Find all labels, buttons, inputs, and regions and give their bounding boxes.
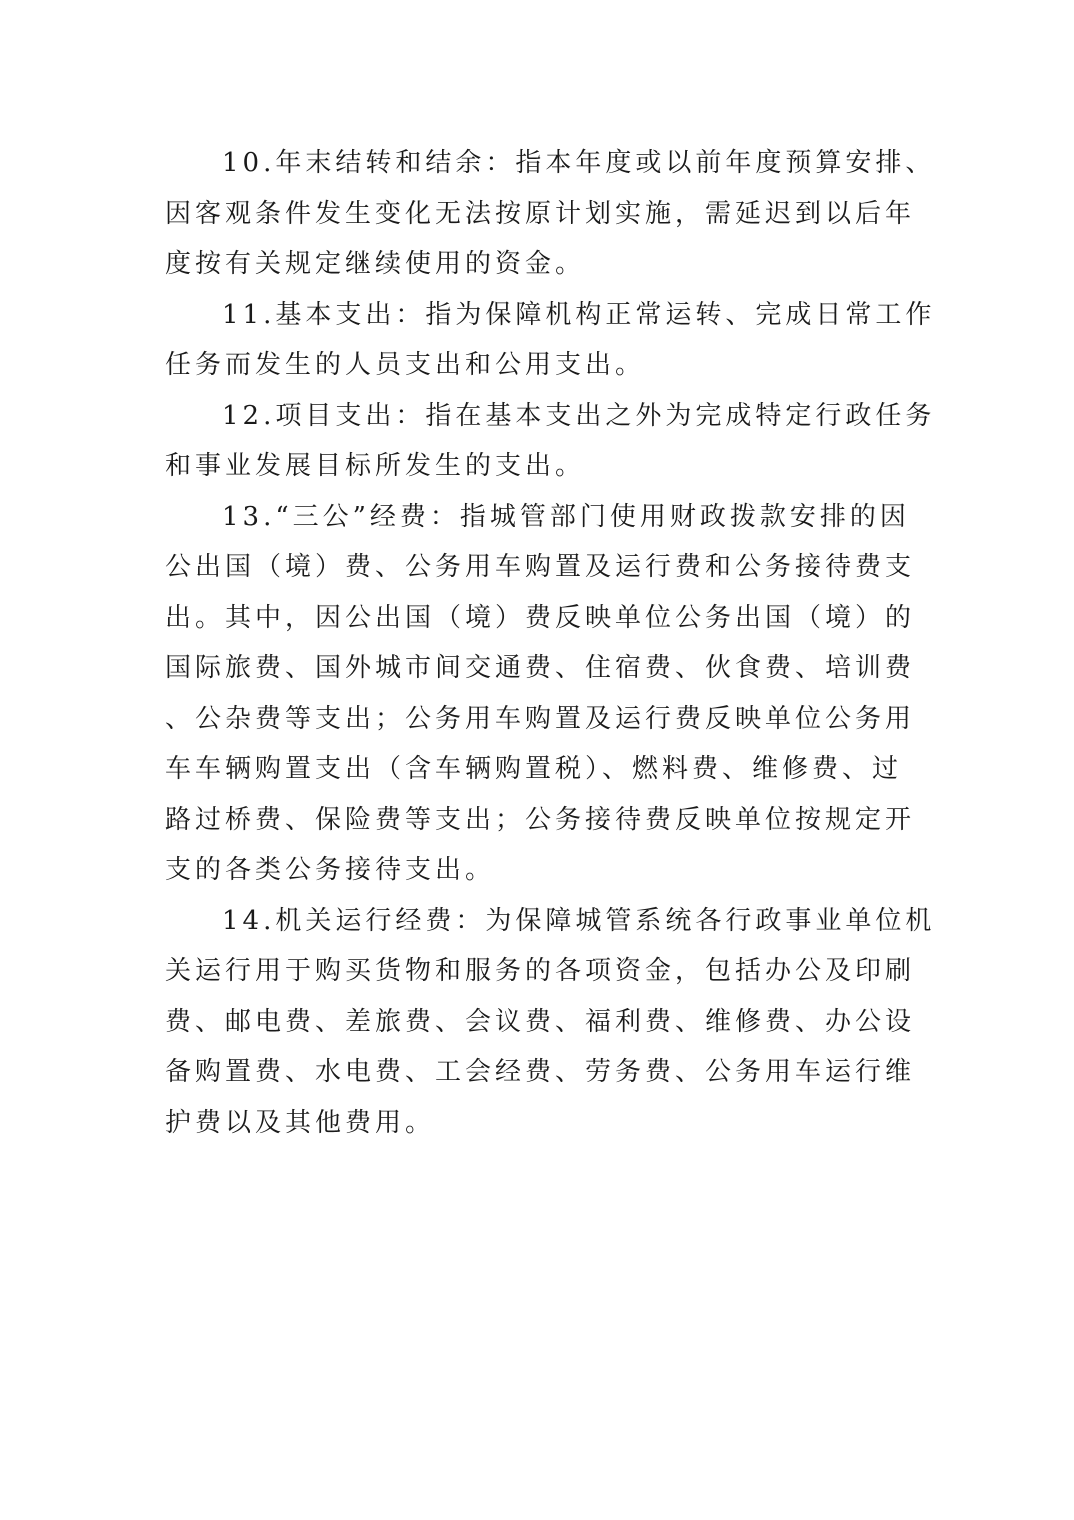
paragraph-line: 国际旅费、国外城市间交通费、住宿费、伙食费、培训费: [165, 653, 916, 683]
paragraph-line: 车车辆购置支出（含车辆购置税）、燃料费、维修费、过: [165, 754, 903, 784]
paragraph-line: 公出国（境）费、公务用车购置及运行费和公务接待费支: [165, 552, 916, 582]
paragraph-12: [165, 391, 936, 492]
paragraph-line: 备购置费、水电费、工会经费、劳务费、公务用车运行维: [165, 1057, 916, 1087]
paragraph-line: 12.项目支出：指在基本支出之外为完成特定行政任务: [222, 400, 936, 431]
paragraph-line: 任务而发生的人员支出和公用支出。: [165, 350, 646, 380]
paragraph-11: [165, 290, 936, 391]
paragraph-line: 关运行用于购买货物和服务的各项资金，包括办公及印刷: [165, 956, 916, 986]
paragraph-line: 路过桥费、保险费等支出；公务接待费反映单位按规定开: [165, 804, 916, 835]
paragraph-line: 11.基本支出：指为保障机构正常运转、完成日常工作: [222, 299, 936, 330]
document-body: [165, 138, 936, 1148]
paragraph-line: 10.年末结转和结余：指本年度或以前年度预算安排、: [222, 148, 936, 178]
paragraph-line: 费、邮电费、差旅费、会议费、福利费、维修费、办公设: [165, 1006, 916, 1037]
paragraph-line: 护费以及其他费用。: [165, 1107, 436, 1138]
paragraph-line: 14.机关运行经费：为保障城管系统各行政事业单位机: [222, 905, 936, 936]
paragraph-line: 和事业发展目标所发生的支出。: [165, 451, 586, 481]
paragraph-10: [165, 138, 936, 290]
paragraph-line: 出。其中，因公出国（境）费反映单位公务出国（境）的: [165, 602, 916, 633]
paragraph-13: [165, 492, 925, 896]
paragraph-line: 度按有关规定继续使用的资金。: [165, 249, 586, 279]
paragraph-line: 、公杂费等支出；公务用车购置及运行费反映单位公务用: [165, 703, 916, 734]
paragraph-line: 13.“三公”经费：指城管部门使用财政拨款安排的因: [222, 501, 910, 532]
paragraph-line: 因客观条件发生变化无法按原计划实施，需延迟到以后年: [165, 198, 916, 229]
paragraph-line: 支的各类公务接待支出。: [165, 855, 496, 885]
paragraph-14: [165, 896, 936, 1149]
